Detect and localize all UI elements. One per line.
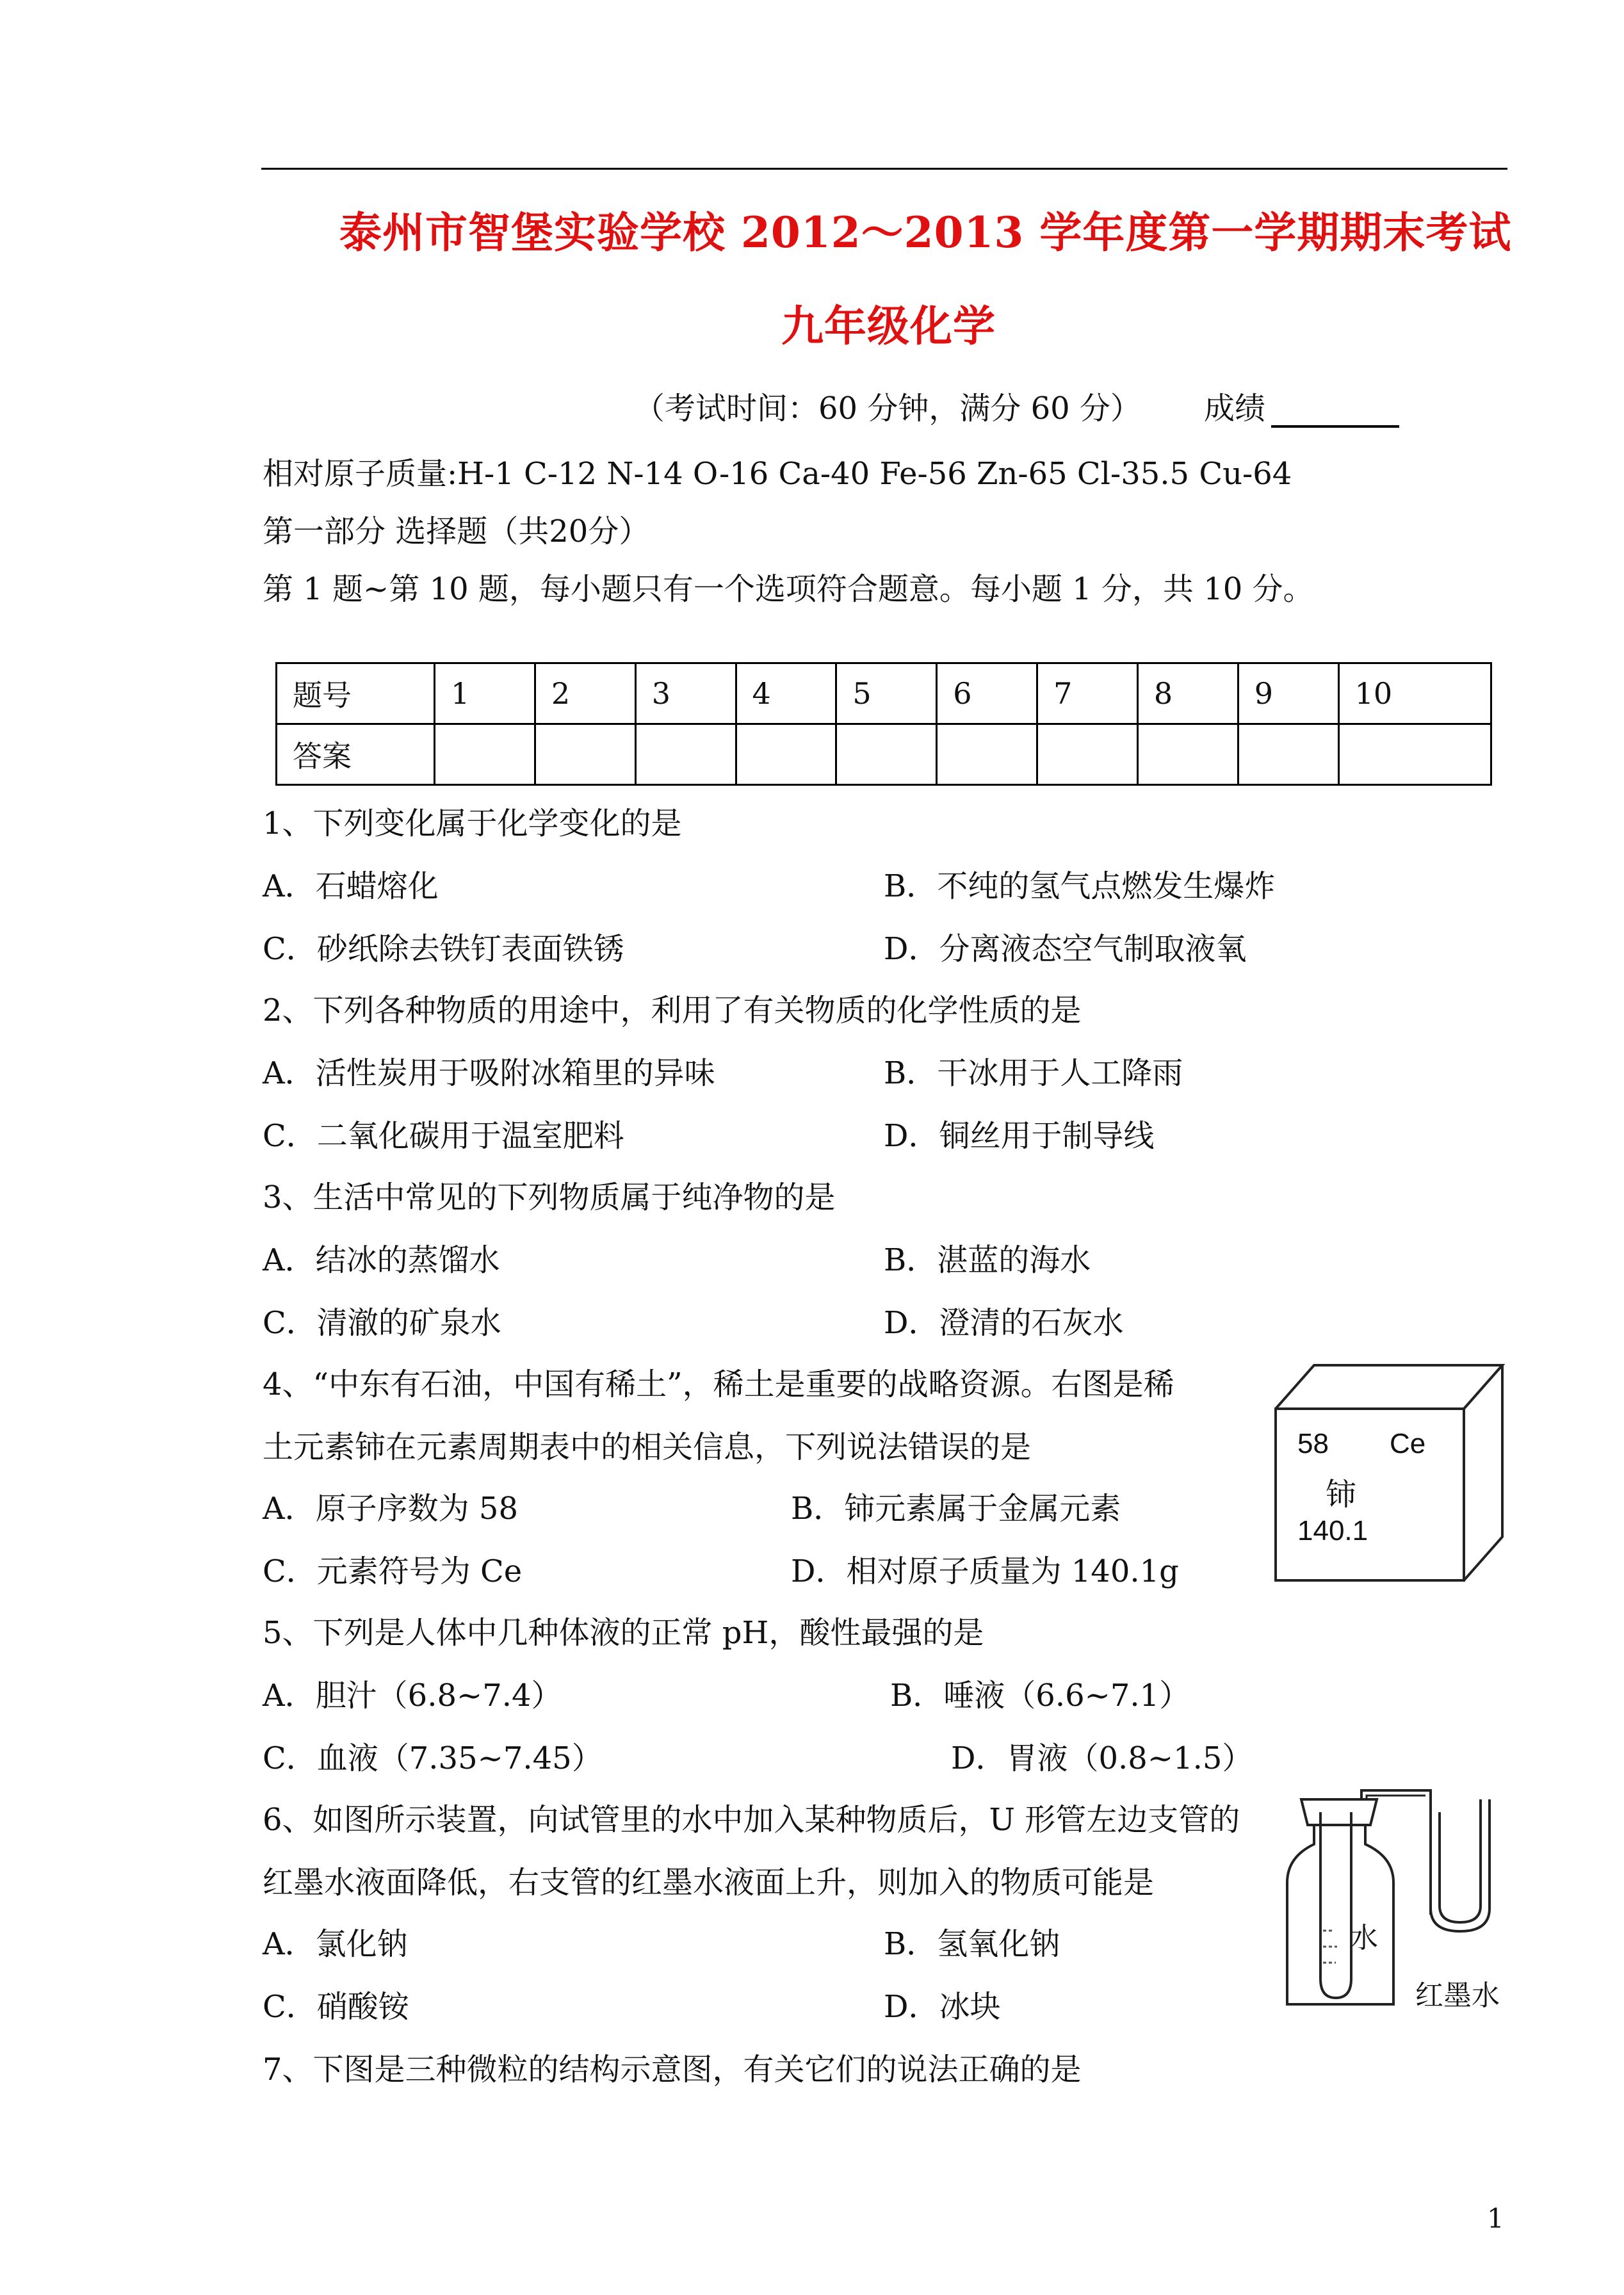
answer-cell[interactable] [736,724,836,785]
question-5-stem: 5、下列是人体中几种体液的正常 pH，酸性最强的是 [263,1615,984,1651]
question-2-stem: 2、下列各种物质的用途中，利用了有关物质的化学性质的是 [263,993,1082,1028]
number-cell: 9 [1238,663,1338,724]
q3-option-a[interactable]: A．结冰的蒸馏水 [263,1242,500,1278]
q6-option-a[interactable]: A．氯化钠 [263,1926,408,1962]
q1-option-b[interactable]: B．不纯的氢气点燃发生爆炸 [884,868,1276,904]
number-cell: 4 [736,663,836,724]
score-label: 成绩 [1204,391,1266,426]
number-cell: 7 [1037,663,1138,724]
atomic-masses: 相对原子质量:H-1 C-12 N-14 O-16 Ca-40 Fe-56 Zn-65 Cl-35.5 Cu-64 [263,456,1292,492]
q3-option-b[interactable]: B．湛蓝的海水 [884,1242,1091,1278]
question-4-stem-line1: 4、“中东有石油，中国有稀土”，稀土是重要的战略资源。右图是稀 [263,1366,1174,1402]
question-6-stem-line2: 红墨水液面降低，右支管的红墨水液面上升，则加入的物质可能是 [263,1865,1155,1901]
element-mass: 140.1 [1297,1515,1368,1546]
q3-option-d[interactable]: D．澄清的石灰水 [884,1305,1124,1341]
number-cell: 10 [1338,663,1491,724]
question-1-stem: 1、下列变化属于化学变化的是 [263,806,682,841]
q1-option-c[interactable]: C．砂纸除去铁钉表面铁锈 [263,931,624,967]
number-cell: 5 [836,663,937,724]
answer-row-label: 答案 [277,724,435,785]
element-name: 铈 [1326,1478,1357,1512]
answer-cell[interactable] [435,724,535,785]
score-blank[interactable] [1271,425,1399,428]
q1-option-d[interactable]: D．分离液态空气制取液氧 [884,931,1247,967]
q6-option-c[interactable]: C．硝酸铵 [263,1989,409,2025]
answer-table-number-row [277,663,1491,724]
answer-table-answer-row [277,724,1491,785]
answer-cell[interactable] [937,724,1037,785]
q5-option-c[interactable]: C．血液（7.35~7.45） [263,1740,603,1776]
exam-info: （考试时间：60 分钟，满分 60 分） [634,391,1141,426]
element-card-box [1274,1364,1505,1582]
answer-cell[interactable] [836,724,937,785]
question-4-stem-line2: 土元素铈在元素周期表中的相关信息，下列说法错误的是 [263,1429,1032,1465]
page-number: 1 [1487,2203,1504,2234]
number-cell: 2 [535,663,635,724]
number-cell: 3 [635,663,736,724]
question-3-stem: 3、生活中常见的下列物质属于纯净物的是 [263,1180,836,1215]
q6-option-d[interactable]: D．冰块 [884,1989,1001,2025]
red-ink-label: 红墨水 [1415,1980,1500,2011]
header-rule [261,168,1507,170]
u-tube-apparatus [1274,1787,1531,2017]
instruction: 第 1 题~第 10 题，每小题只有一个选项符合题意。每小题 1 分，共 10 分。 [263,571,1314,607]
q5-option-a[interactable]: A．胆汁（6.8~7.4） [263,1678,562,1714]
q4-option-a[interactable]: A．原子序数为 58 [263,1491,519,1527]
q4-option-c[interactable]: C．元素符号为 Ce [263,1553,523,1589]
question-7-stem: 7、下图是三种微粒的结构示意图，有关它们的说法正确的是 [263,2052,1082,2088]
q2-option-a[interactable]: A．活性炭用于吸附冰箱里的异味 [263,1055,715,1091]
number-cell: 8 [1137,663,1238,724]
cerium-element-card [1274,1364,1505,1582]
exam-subtitle: 九年级化学 [781,301,996,351]
element-number: 58 [1297,1428,1329,1459]
section-title: 第一部分 选择题（共20分） [263,514,650,549]
answer-table [275,662,1492,786]
number-row-label: 题号 [277,663,435,724]
answer-cell[interactable] [1137,724,1238,785]
number-cell: 1 [435,663,535,724]
element-symbol: Ce [1390,1428,1426,1459]
q5-option-b[interactable]: B．唾液（6.6~7.1） [890,1678,1190,1714]
answer-cell[interactable] [1338,724,1491,785]
q2-option-b[interactable]: B．干冰用于人工降雨 [884,1055,1183,1091]
answer-cell[interactable] [535,724,635,785]
water-label: 水 [1350,1922,1378,1954]
question-6-stem-line1: 6、如图所示装置，向试管里的水中加入某种物质后，U 形管左边支管的 [263,1802,1240,1838]
q2-option-c[interactable]: C．二氧化碳用于温室肥料 [263,1118,624,1154]
q1-option-a[interactable]: A．石蜡熔化 [263,868,439,904]
q4-option-b[interactable]: B．铈元素属于金属元素 [791,1491,1121,1527]
answer-cell[interactable] [635,724,736,785]
q5-option-d[interactable]: D．胃液（0.8~1.5） [951,1740,1253,1776]
answer-cell[interactable] [1238,724,1338,785]
exam-title: 泰州市智堡实验学校 2012～2013 学年度第一学期期末考试 [339,207,1512,257]
q2-option-d[interactable]: D．铜丝用于制导线 [884,1118,1155,1154]
answer-cell[interactable] [1037,724,1138,785]
number-cell: 6 [937,663,1037,724]
q4-option-d[interactable]: D．相对原子质量为 140.1g [791,1553,1179,1589]
q3-option-c[interactable]: C．清澈的矿泉水 [263,1305,501,1341]
q6-option-b[interactable]: B．氢氧化钠 [884,1926,1060,1962]
